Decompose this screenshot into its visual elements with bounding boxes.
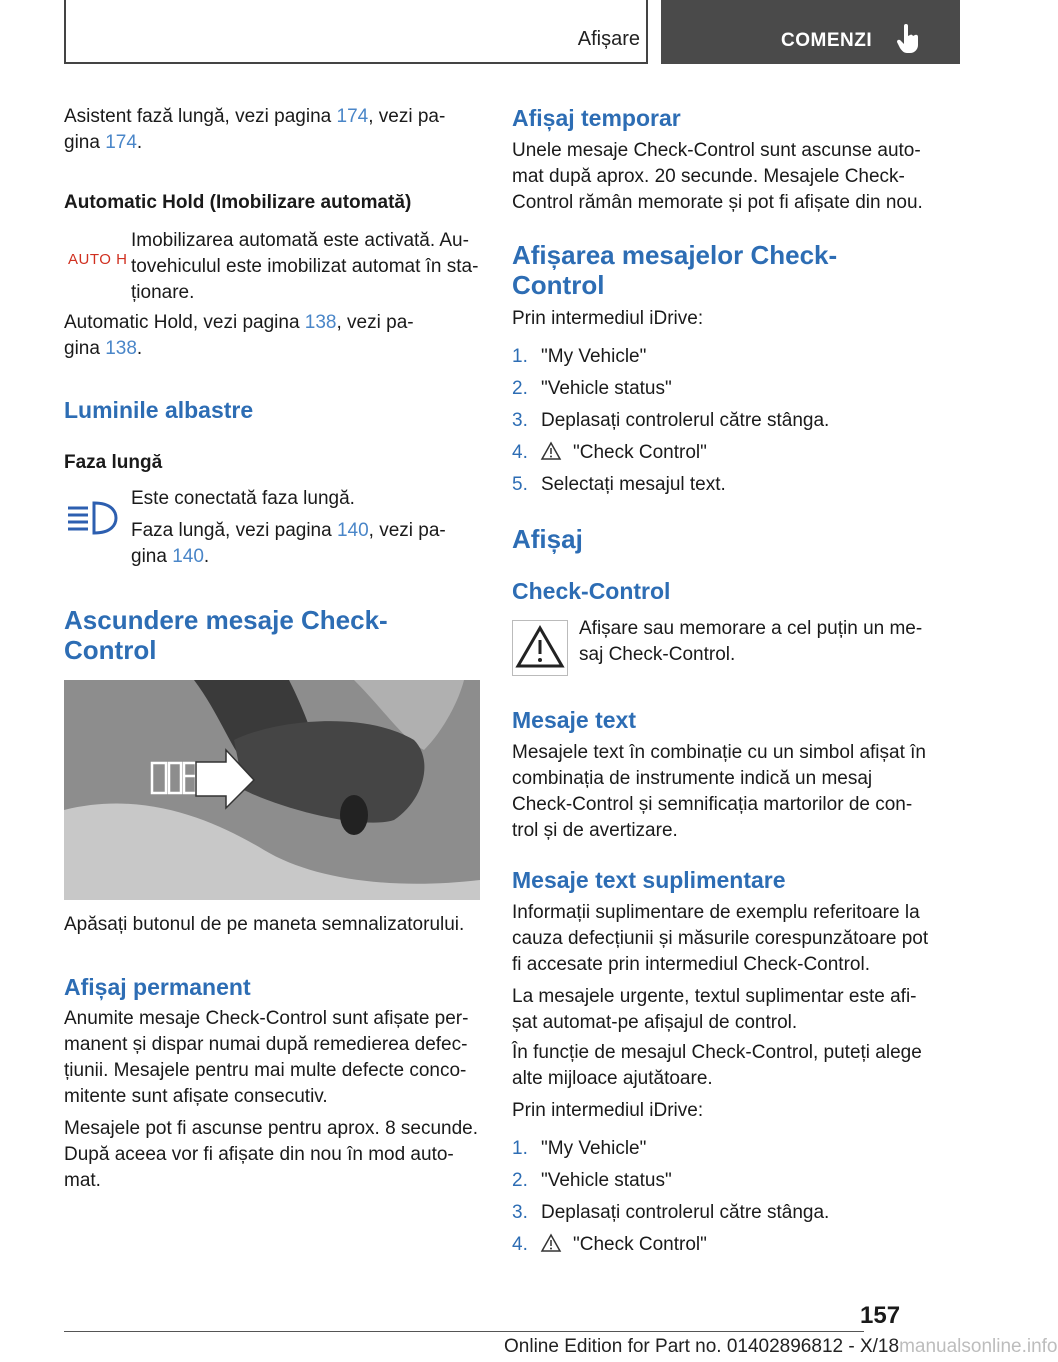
display-messages-heading: Afișarea mesajelor Check- Control: [512, 240, 838, 300]
watermark: manualsonline.info: [899, 1336, 1058, 1357]
list-item: 2. "Vehicle status": [512, 1170, 672, 1191]
high-beam-icon: [66, 498, 120, 538]
list-item: 4. "Check Control": [512, 1234, 707, 1255]
auto-hold-heading: Automatic Hold (Imobilizare automată): [64, 192, 412, 213]
photo-caption: Apăsați butonul de pe maneta semnalizatorului.: [64, 914, 465, 935]
text-messages-text: Mesajele text în combinație cu un simbol afișat în combinația de instrumente indică un mesaj Check-Control și semnificația martorilor de con- trol și de avertizare.: [512, 742, 926, 841]
check-control-heading: Check-Control: [512, 578, 671, 604]
page-link[interactable]: 174: [105, 132, 137, 153]
additional-text-p2: La mesajele urgente, textul suplimentar este afi- șat automat-pe afișajul de control.: [512, 986, 917, 1033]
temporary-display-heading: Afișaj temporar: [512, 105, 681, 131]
warning-triangle-icon: [512, 620, 568, 676]
header-section-title: Afișare: [577, 28, 640, 50]
footer-edition: Online Edition for Part no. 01402896812 - X/18manualsonline.info: [504, 1336, 1058, 1357]
auto-hold-ref: Automatic Hold, vezi pagina 138, vezi pa- gina 138.: [64, 312, 414, 359]
temporary-display-text: Unele mesaje Check-Control sunt ascunse auto- mat după aprox. 20 secunde. Mesajele Check- Control rămân memorate și pot fi afișate din nou.: [512, 140, 923, 213]
auto-hold-description: Imobilizarea automată este activată. Au- tovehiculul este imobilizat automat în sta- ționare.: [131, 230, 479, 303]
additional-text-heading: Mesaje text suplimentare: [512, 867, 786, 893]
turn-signal-lever-photo: [64, 680, 480, 900]
warning-triangle-icon: [541, 442, 561, 460]
permanent-display-heading: Afișaj permanent: [64, 974, 251, 1000]
steps-list: [512, 344, 932, 504]
page-link[interactable]: 138: [105, 338, 137, 359]
high-beam-status: Este conectată faza lungă.: [131, 488, 355, 509]
list-item: 5. Selectați mesajul text.: [512, 474, 726, 495]
page-number: 157: [860, 1302, 901, 1329]
hide-messages-heading: Ascundere mesaje Check- Control: [64, 605, 388, 665]
high-beam-assist-ref: Asistent fază lungă, vezi pagina 174, vezi pa- gina 174.: [64, 106, 446, 153]
check-control-description: Afișare sau memorare a cel puțin un me- saj Check-Control.: [579, 618, 923, 665]
list-item: 3. Deplasați controlerul către stânga.: [512, 410, 830, 431]
via-idrive-label: Prin intermediul iDrive:: [512, 308, 704, 329]
page-link[interactable]: 140: [172, 546, 204, 567]
list-item: 1. "My Vehicle": [512, 1138, 647, 1159]
blue-lights-heading: Luminile albastre: [64, 397, 254, 423]
list-item: 2. "Vehicle status": [512, 378, 672, 399]
steps-list-2: [512, 1136, 932, 1264]
footer-divider: [64, 1331, 864, 1332]
list-item: 4. "Check Control": [512, 442, 707, 463]
page-link[interactable]: 140: [336, 520, 369, 541]
list-item: 1. "My Vehicle": [512, 346, 647, 367]
via-idrive-label-2: Prin intermediul iDrive:: [512, 1100, 704, 1121]
high-beam-ref: Faza lungă, vezi pagina 140, vezi pa- gina 140.: [131, 520, 446, 567]
auto-hold-icon: AUTO H: [68, 251, 128, 268]
warning-triangle-icon: [541, 1234, 561, 1252]
header-chapter-tab[interactable]: [661, 0, 960, 64]
additional-text-p1: Informații suplimentare de exemplu referitoare la cauza defecțiunii și măsurile corespunzătoare pot fi accesate prin intermediul Check-Control.: [512, 902, 929, 975]
hide-duration-text: Mesajele pot fi ascunse pentru aprox. 8 secunde. După aceea vor fi afișate din nou în mod auto- mat.: [64, 1118, 479, 1191]
additional-text-p3: În funcție de mesajul Check-Control, puteți alege alte mijloace ajutătoare.: [512, 1042, 922, 1089]
permanent-display-text: Anumite mesaje Check-Control sunt afișate per- manent și dispar numai după remedierea defec- țiunii. Mesajele pentru mai multe defecte conco- mitente sunt afișate consecutiv.: [64, 1008, 469, 1107]
page-link[interactable]: 138: [304, 312, 337, 333]
high-beam-heading: Faza lungă: [64, 452, 163, 473]
text-messages-heading: Mesaje text: [512, 707, 637, 733]
header-chapter-label: COMENZI: [781, 30, 873, 51]
hand-pointer-icon: [897, 24, 919, 54]
page-link[interactable]: 174: [336, 106, 369, 127]
list-item: 3. Deplasați controlerul către stânga.: [512, 1202, 830, 1223]
display-heading: Afișaj: [512, 524, 583, 554]
